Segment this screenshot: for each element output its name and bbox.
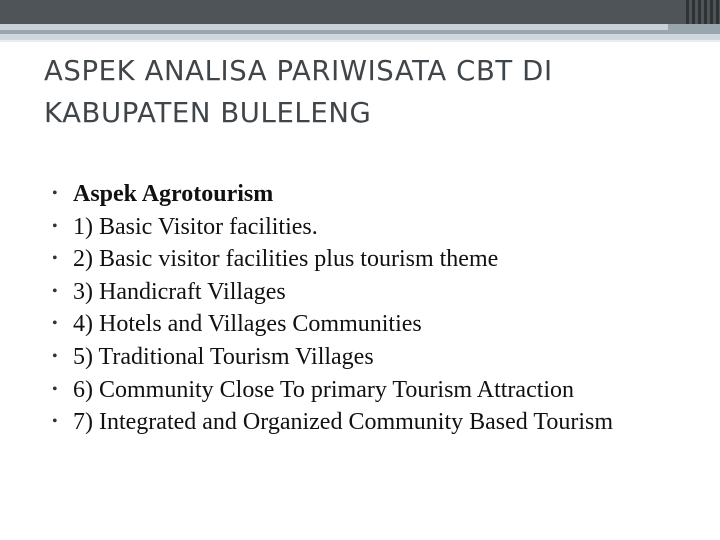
bullet-dot-icon: • <box>52 185 58 202</box>
header-band-accent <box>0 40 720 42</box>
bullet-item <box>50 341 690 374</box>
bullet-dot-icon: • <box>52 217 58 235</box>
bullet-item <box>50 243 690 276</box>
bullet-dot-icon: • <box>52 347 58 365</box>
bullet-dot-icon: • <box>52 380 58 398</box>
slide-title: ASPEK ANALISA PARIWISATA CBT DI KABUPATEN BULELENG <box>44 55 553 129</box>
bullet-text: 6) Community Close To primary Tourism Attraction <box>73 376 575 403</box>
bullet-text: 5) Traditional Tourism Villages <box>73 343 374 370</box>
bullet-item <box>50 178 690 211</box>
bullet-text: 7) Integrated and Organized Community Based Tourism <box>73 409 613 436</box>
bullet-list <box>50 178 690 439</box>
bullet-item <box>50 374 690 407</box>
header-band-step <box>0 24 668 30</box>
bullet-dot-icon: • <box>52 315 58 333</box>
bullet-dot-icon: • <box>52 282 58 300</box>
bullet-text: 2) Basic visitor facilities plus tourism theme <box>73 246 499 273</box>
bullet-text: 1) Basic Visitor facilities. <box>73 213 318 240</box>
header-band-dark <box>0 0 720 24</box>
bullet-item <box>50 211 690 244</box>
bullet-dot-icon: • <box>52 250 58 268</box>
bullet-item <box>50 406 690 439</box>
header-band-stripes <box>686 0 720 24</box>
bullet-dot-icon: • <box>52 413 58 431</box>
bullet-item <box>50 308 690 341</box>
bullet-text: 4) Hotels and Villages Communities <box>73 311 422 338</box>
bullet-item <box>50 276 690 309</box>
bullet-text: Aspek Agrotourism <box>73 181 274 207</box>
bullet-text: 3) Handicraft Villages <box>73 278 286 305</box>
